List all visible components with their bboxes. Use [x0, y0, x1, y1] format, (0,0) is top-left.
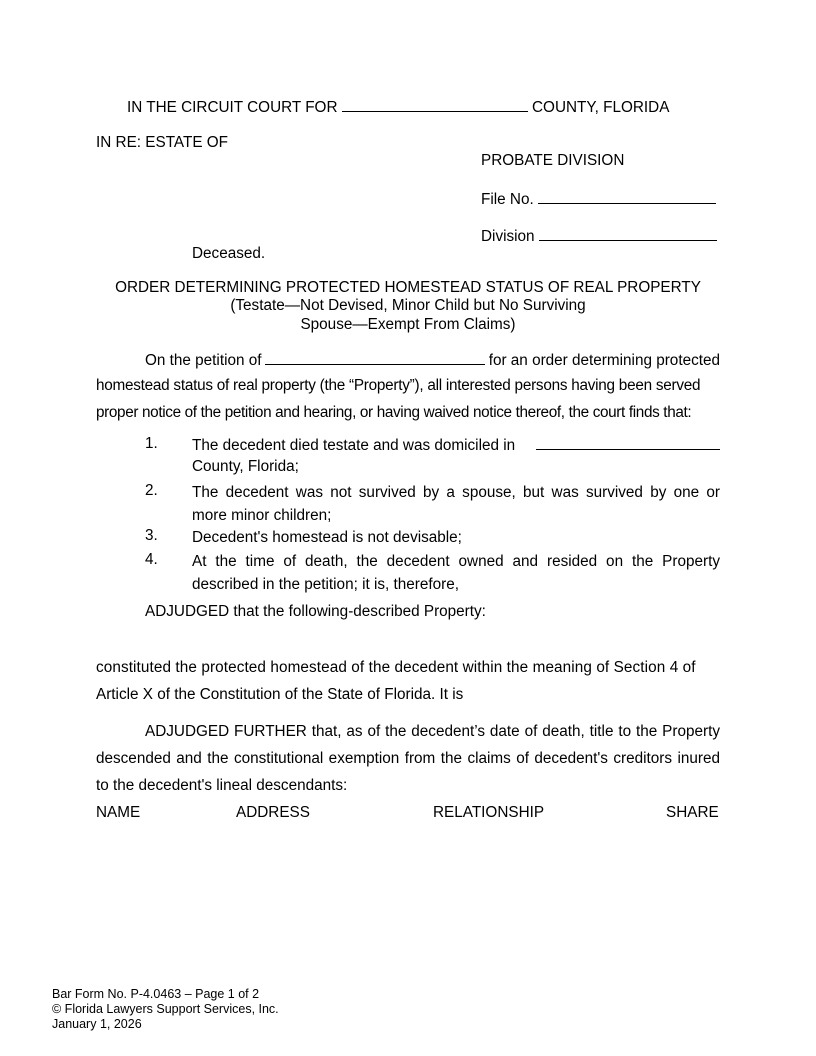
footer-date: January 1, 2026: [52, 1017, 142, 1031]
footer-form-number: Bar Form No. P-4.0463 – Page 1 of 2: [52, 987, 260, 1001]
column-header-address: ADDRESS: [236, 804, 310, 821]
constituted-line2: Article X of the Constitution of the State of Florida. It is: [96, 686, 464, 703]
adjudged-clause: ADJUDGED that the following-described Property:: [145, 603, 486, 620]
finding-3-text: Decedent's homestead is not devisable;: [192, 529, 462, 546]
division-line: [481, 226, 717, 246]
division-blank: [539, 226, 717, 241]
finding-1: [192, 435, 720, 455]
column-header-share: SHARE: [666, 804, 719, 821]
domicile-county-blank: [536, 435, 720, 450]
constituted-line1: constituted the protected homestead of the decedent within the meaning of Section 4 of: [96, 659, 696, 676]
petitioner-blank: [265, 350, 485, 365]
order-title-line3: Spouse—Exempt From Claims): [300, 316, 516, 333]
finding-1-cont: County, Florida;: [192, 458, 299, 475]
in-re-estate: IN RE: ESTATE OF: [96, 134, 229, 151]
probate-division: PROBATE DIVISION: [481, 152, 625, 169]
deceased-label: Deceased.: [192, 245, 266, 262]
petition-suffix: for an order determining protected: [488, 352, 720, 369]
finding-number: 2.: [145, 482, 158, 499]
petition-prefix: On the petition of: [145, 352, 262, 369]
court-caption: [127, 97, 669, 117]
column-header-name: NAME: [96, 804, 141, 821]
petition-line1: [145, 350, 720, 370]
file-no-blank: [538, 189, 716, 204]
finding-number: 3.: [145, 527, 158, 544]
file-no-line: [481, 189, 716, 209]
order-title-line2: (Testate—Not Devised, Minor Child but No Surviving: [230, 297, 586, 314]
petition-line2: homestead status of real property (the “Property”), all interested persons having been served: [96, 377, 701, 394]
finding-number: 1.: [145, 435, 158, 452]
order-title-line1: ORDER DETERMINING PROTECTED HOMESTEAD STATUS OF REAL PROPERTY: [115, 279, 701, 296]
petition-line3: proper notice of the petition and hearing, or having waived notice thereof, the court finds that:: [96, 404, 692, 421]
file-no-label: File No.: [481, 191, 534, 208]
finding-2-text: The decedent was not survived by a spouse, but was survived by one or more minor children;: [192, 484, 720, 524]
court-suffix: COUNTY, FLORIDA: [532, 99, 670, 116]
column-header-relationship: RELATIONSHIP: [433, 804, 545, 821]
finding-number: 4.: [145, 551, 158, 568]
finding-1-text: The decedent died testate and was domiciled in: [192, 437, 516, 454]
finding-4-text: At the time of death, the decedent owned and resided on the Property described in the petition; it is, therefore,: [192, 553, 720, 593]
adjudged-further-paragraph: ADJUDGED FURTHER that, as of the decedent’s date of death, title to the Property descended and the constitutional exemption from the claims of decedent's creditors inured to the decedent's lineal descendants:: [96, 723, 720, 794]
county-blank: [342, 97, 528, 112]
court-prefix: IN THE CIRCUIT COURT FOR: [127, 99, 338, 116]
footer-copyright: © Florida Lawyers Support Services, Inc.: [52, 1002, 279, 1016]
division-label: Division: [481, 228, 535, 245]
